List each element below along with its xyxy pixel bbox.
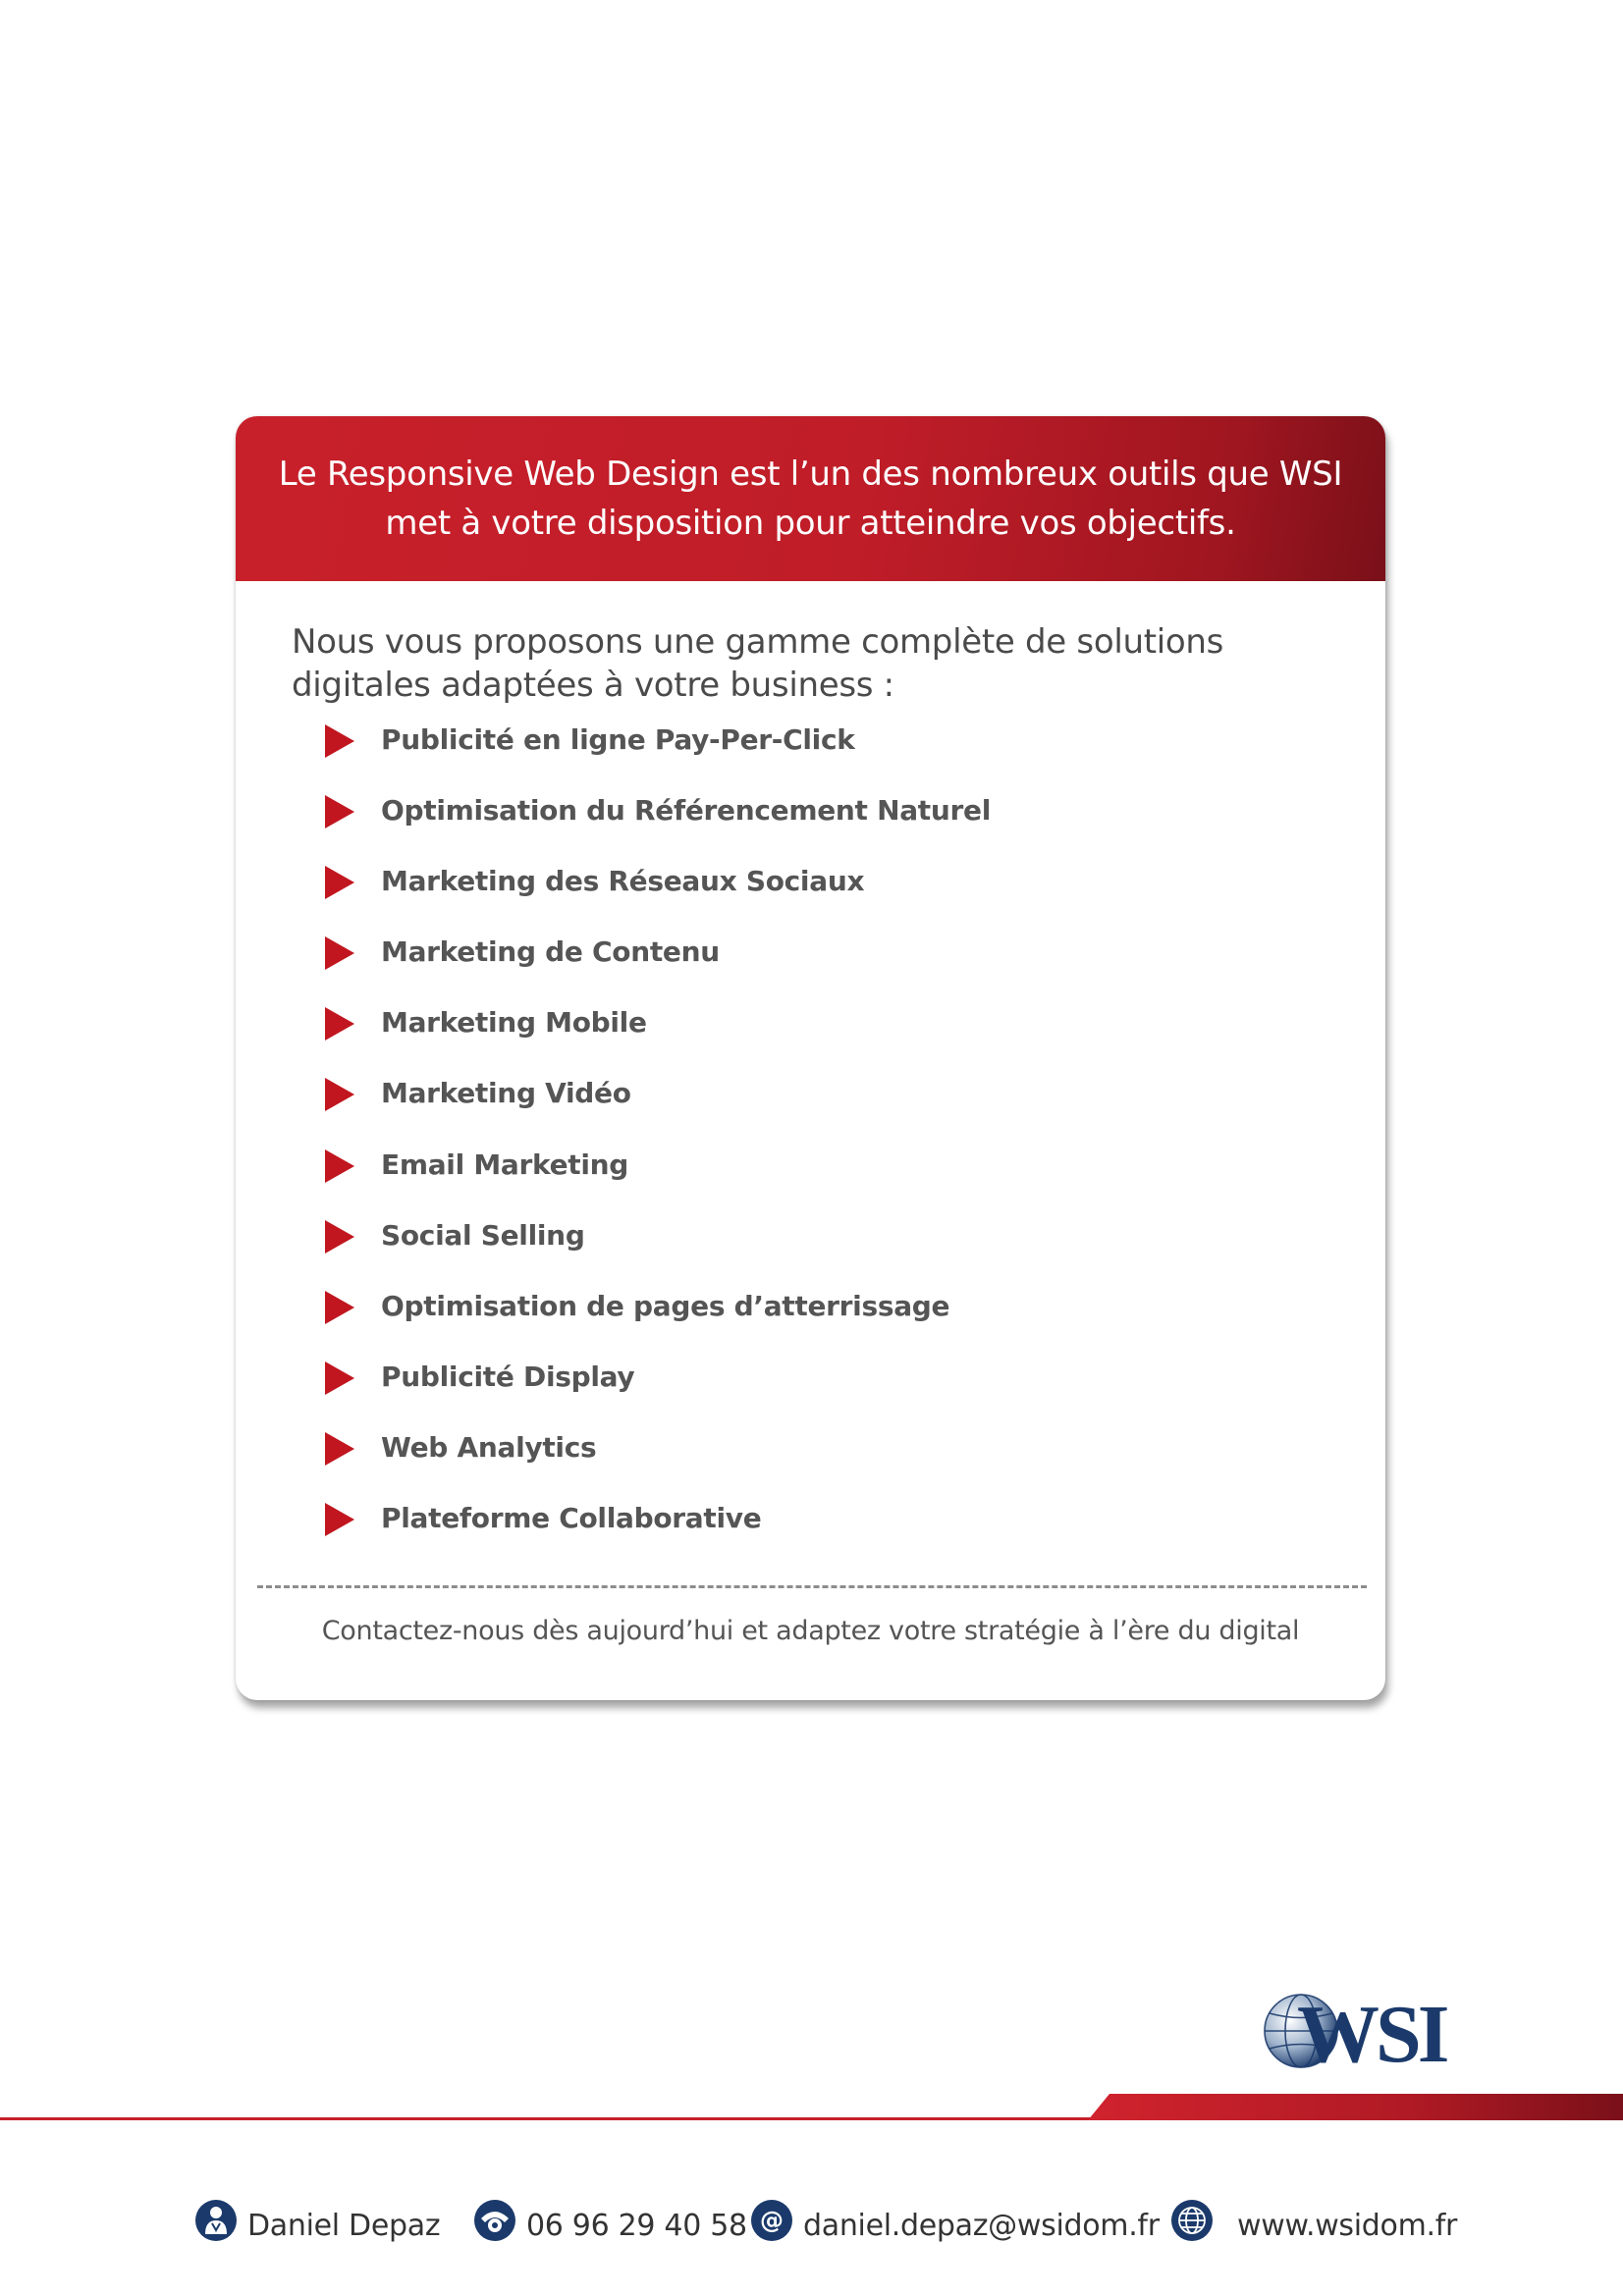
contact-phone[interactable] <box>473 2197 747 2244</box>
service-label: Web Analytics <box>381 1431 597 1464</box>
call-to-action-text: Contactez-nous dès aujourd’hui et adaptez votre stratégie à l’ère du digital <box>321 1616 1300 1646</box>
service-label: Plateforme Collaborative <box>381 1502 762 1534</box>
service-label: Marketing Vidéo <box>381 1077 631 1109</box>
list-item <box>236 1289 1217 1332</box>
contact-website-text[interactable]: www.wsidom.fr <box>1237 2209 1458 2243</box>
list-item <box>236 934 1217 978</box>
service-label: Optimisation du Référencement Naturel <box>381 794 992 827</box>
card-header <box>236 416 1385 581</box>
triangle-bullet-icon <box>325 1220 354 1254</box>
list-item <box>236 1005 1217 1048</box>
service-label: Publicité en ligne Pay-Per-Click <box>381 723 855 756</box>
triangle-bullet-icon <box>325 1078 354 1111</box>
triangle-bullet-icon <box>325 1007 354 1041</box>
triangle-bullet-icon <box>325 724 354 758</box>
triangle-bullet-icon <box>325 1149 354 1183</box>
triangle-bullet-icon <box>325 1432 354 1466</box>
list-item <box>236 1218 1217 1261</box>
service-label: Marketing des Réseaux Sociaux <box>381 865 865 897</box>
contact-name <box>194 2197 440 2244</box>
list-item <box>236 1076 1217 1119</box>
at-icon <box>750 2199 793 2242</box>
list-item <box>236 1430 1217 1473</box>
contact-website[interactable] <box>1170 2197 1457 2244</box>
list-item <box>236 1148 1217 1191</box>
triangle-bullet-icon <box>325 1362 354 1395</box>
header-text: Le Responsive Web Design est l’un des nombreux outils que WSI met à votre disposition pour atteindre vos objectifs. <box>278 454 1343 543</box>
triangle-bullet-icon <box>325 1503 354 1536</box>
wsi-logo <box>1262 1983 1478 2076</box>
service-label: Email Marketing <box>381 1148 629 1181</box>
intro-text: Nous vous proposons une gamme complète de solutions digitales adaptées à votre business : <box>292 622 1224 705</box>
service-label: Social Selling <box>381 1219 585 1252</box>
service-label: Optimisation de pages d’atterrissage <box>381 1290 950 1322</box>
list-item <box>236 722 1217 766</box>
triangle-bullet-icon <box>325 795 354 828</box>
list-item <box>236 1501 1217 1544</box>
contact-phone-text[interactable]: 06 96 29 40 58 <box>526 2209 747 2243</box>
service-label: Marketing Mobile <box>381 1006 647 1039</box>
contact-email-text[interactable]: daniel.depaz@wsidom.fr <box>803 2209 1160 2243</box>
triangle-bullet-icon <box>325 936 354 970</box>
service-label: Publicité Display <box>381 1361 635 1393</box>
svg-text:@: @ <box>760 2207 784 2234</box>
list-item <box>236 1360 1217 1403</box>
list-item <box>236 793 1217 836</box>
triangle-bullet-icon <box>325 866 354 899</box>
dashed-divider <box>257 1585 1367 1588</box>
logo-text: WSI <box>1297 1989 1446 2076</box>
contact-name-text: Daniel Depaz <box>247 2209 441 2243</box>
list-item <box>236 864 1217 907</box>
phone-icon <box>473 2199 516 2242</box>
person-icon <box>194 2199 238 2242</box>
contact-email[interactable] <box>750 2197 1160 2244</box>
service-label: Marketing de Contenu <box>381 935 720 968</box>
globe-icon <box>1170 2199 1214 2242</box>
services-card <box>236 416 1385 1700</box>
triangle-bullet-icon <box>325 1291 354 1324</box>
